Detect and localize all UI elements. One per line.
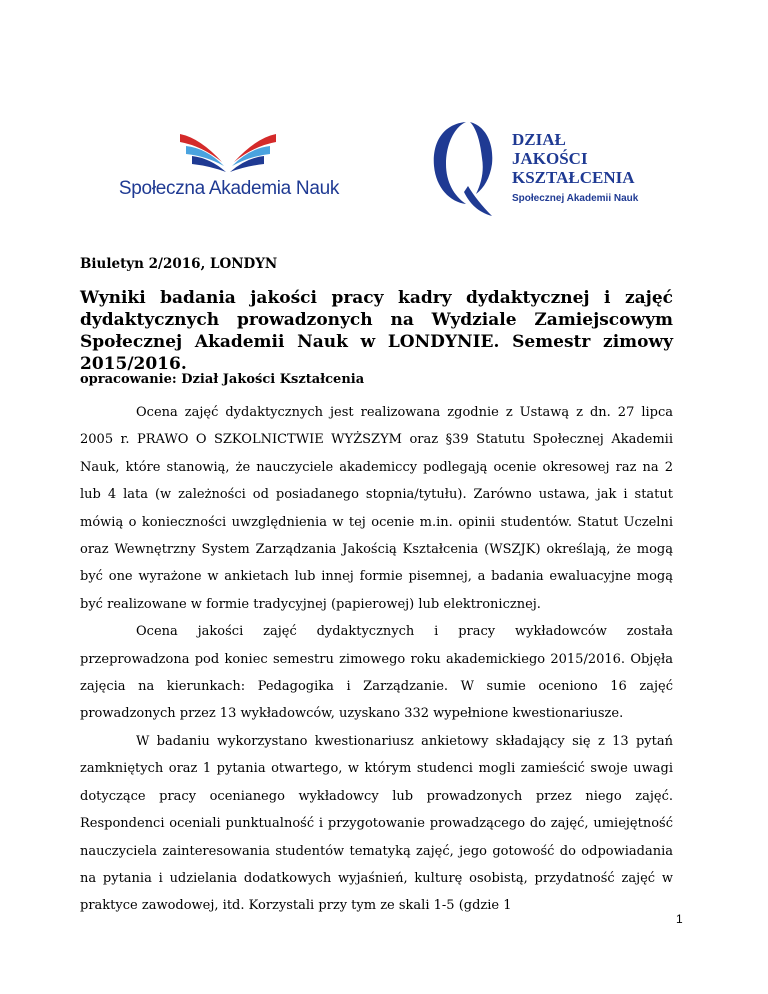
djk-logo-line-4: Społecznej Akademii Nauk xyxy=(512,193,639,204)
document-title: Wyniki badania jakości pracy kadry dydaktycznej i zajęć dydaktycznych prowadzonych na Wydziale Zamiejscowym Społecznej Akademii Nauk w LONDYNIE. Semestr zimowy 2015/2016. xyxy=(80,288,673,374)
page-number: 1 xyxy=(676,912,683,926)
bulletin-label: Biuletyn 2/2016, LONDYN xyxy=(80,256,278,272)
djk-logo-line-2: JAKOŚCI xyxy=(512,149,588,168)
paragraph-3: W badaniu wykorzystano kwestionariusz ankietowy składający się z 13 pytań zamkniętych oraz 1 pytania otwartego, w którym studenci mogli zamieścić swoje uwagi dotyczące pracy ocenianego wykładowcy lub prowadzonych przez niego zajęć. Respondenci oceniali punktualność i przygotowanie prowadzącego do zajęć, umiejętność nauczyciela zainteresowania studentów tematyką zajęć, jego gotowość do odpowiadania na pytania i udzielania dodatkowych wyjaśnień, kulturę osobistą, przydatność zajęć w praktyce zawodowej, itd. Korzystali przy tym ze skali 1-5 (gdzie 1 xyxy=(80,733,673,914)
author-line: opracowanie: Dział Jakości Kształcenia xyxy=(80,372,365,387)
djk-logo xyxy=(428,118,658,218)
djk-logo-line-3: KSZTAŁCENIA xyxy=(512,168,635,187)
san-logo-name: Społeczna Akademia Nauk xyxy=(118,178,340,199)
paragraph-2: Ocena jakości zajęć dydaktycznych i pracy wykładowców została przeprowadzona pod koniec semestru zimowego roku akademickiego 2015/2016. Objęła zajęcia na kierunkach: Pedagogika i Zarządzanie. W sumie oceniono 16 zajęć prowadzonych przez 13 wykładowców, uzyskano 332 wypełnione kwestionariusze. xyxy=(80,624,673,722)
djk-logo-line-1: DZIAŁ xyxy=(512,130,566,149)
san-logo xyxy=(118,128,340,210)
quality-q-icon xyxy=(428,118,512,218)
open-book-icon xyxy=(178,128,278,174)
paragraph-1: Ocena zajęć dydaktycznych jest realizowana zgodnie z Ustawą z dn. 27 lipca 2005 r. PRAWO O SZKOLNICTWIE WYŻSZYM oraz §39 Statutu Społecznej Akademii Nauk, które stanowią, że nauczyciele akademiccy podlegają ocenie okresowej raz na 2 lub 4 lata (w zależności od posiadanego stopnia/tytułu). Zarówno ustawa, jak i statut mówią o konieczności uwzględnienia w tej ocenie m.in. opinii studentów. Statut Uczelni oraz Wewnętrzny System Zarządzania Jakością Kształcenia (WSZJK) określają, że mogą być one wyrażone w ankietach lub innej formie pisemnej, a badania ewaluacyjne mogą być realizowane w formie tradycyjnej (papierowej) lub elektronicznej. xyxy=(80,405,673,612)
body-text xyxy=(80,399,673,920)
